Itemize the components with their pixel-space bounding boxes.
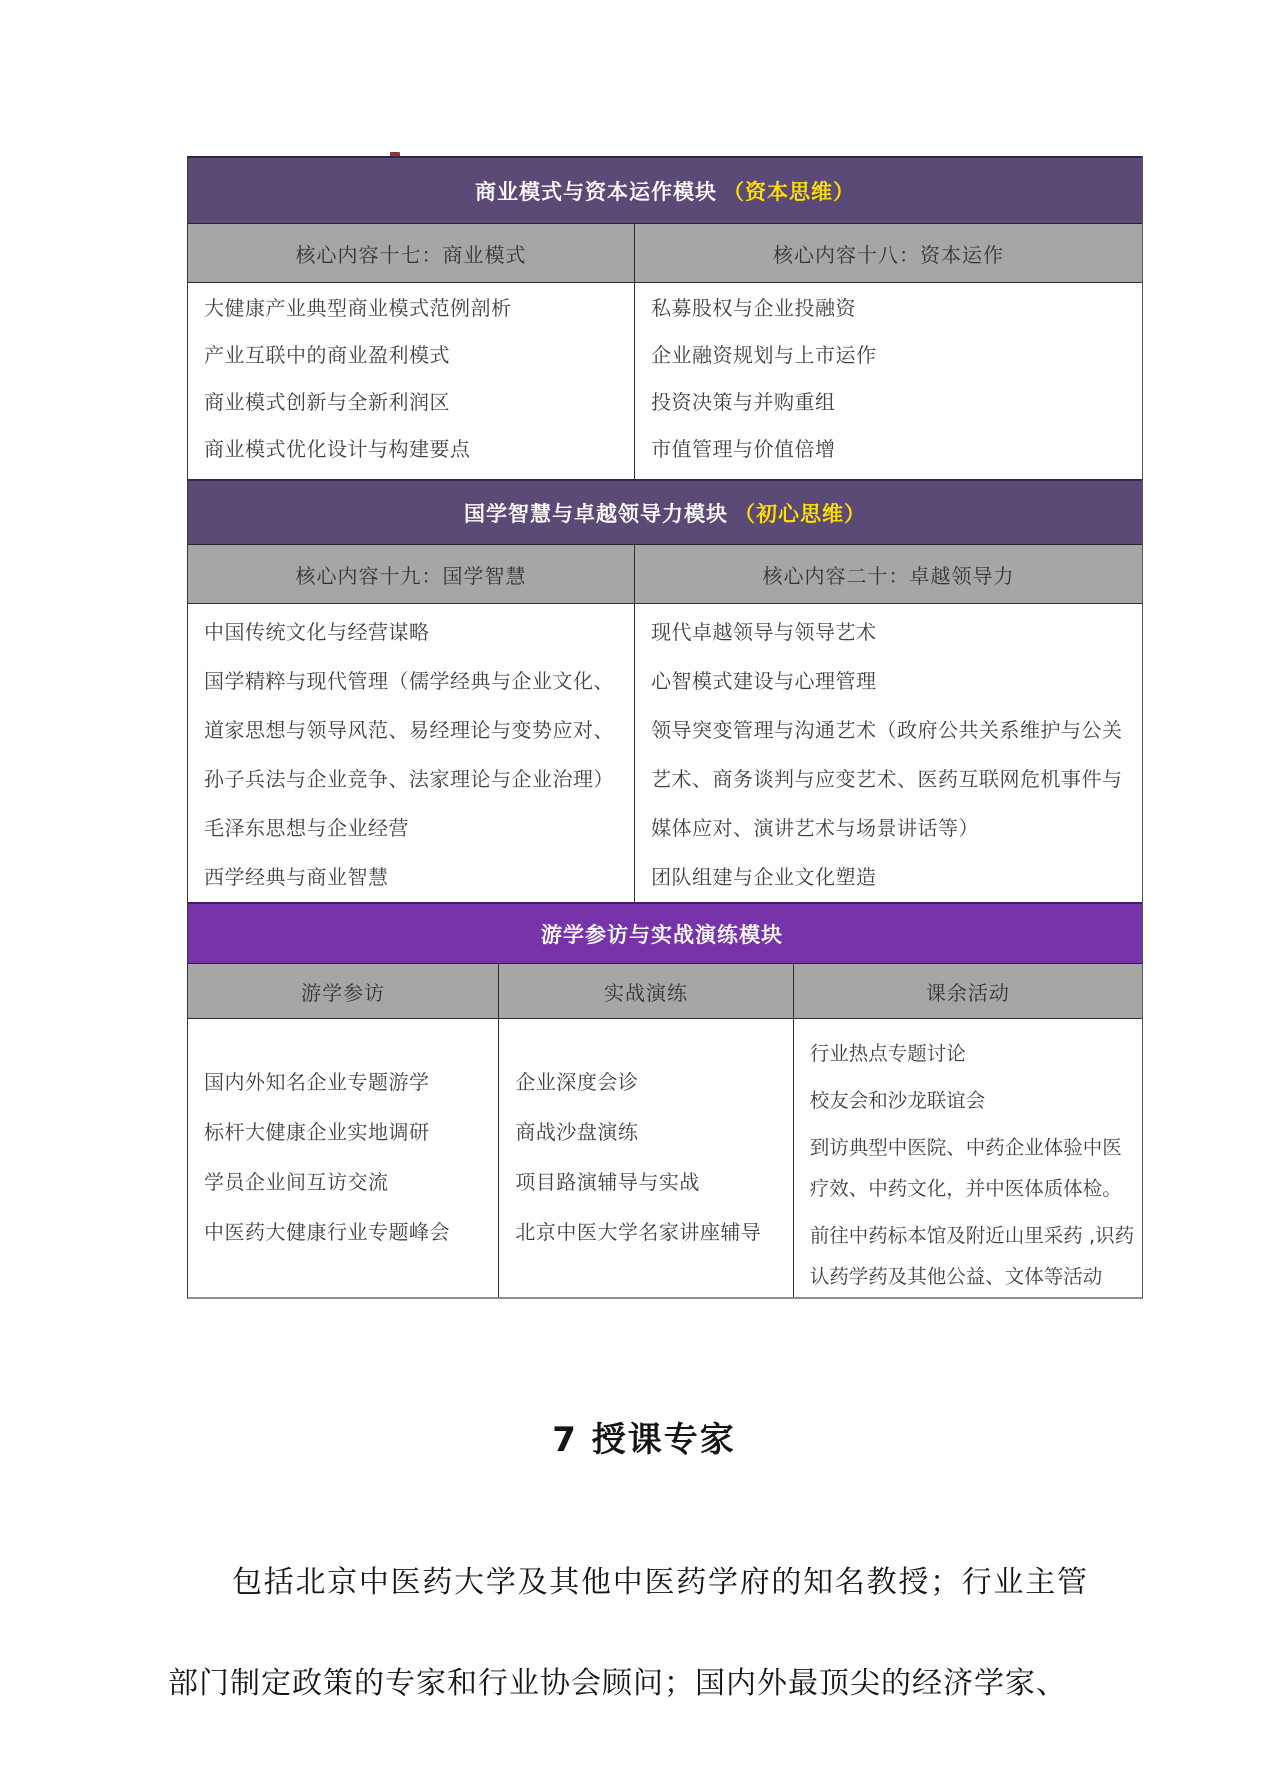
course-item: 商业模式优化设计与构建要点 xyxy=(204,437,471,461)
course-item: 项目路演辅导与实战 xyxy=(515,1170,700,1194)
column-header: 实战演练 xyxy=(498,964,792,1018)
course-item: 标杆大健康企业实地调研 xyxy=(204,1120,430,1144)
course-item: 市值管理与价值倍增 xyxy=(651,437,836,461)
course-item: 行业热点专题讨论 xyxy=(809,1042,966,1065)
column-header: 核心内容十七：商业模式 xyxy=(295,242,527,267)
course-column xyxy=(188,604,634,902)
module-title: 国学智慧与卓越领导力模块 xyxy=(464,501,728,526)
module-title: 商业模式与资本运作模块 xyxy=(475,179,717,204)
course-item: 中国传统文化与经营谋略 xyxy=(204,620,430,644)
course-item: 商业模式创新与全新利润区 xyxy=(204,390,450,414)
course-column xyxy=(634,604,1142,902)
course-column xyxy=(793,1019,1142,1297)
course-item: 产业互联中的商业盈利模式 xyxy=(204,343,450,367)
course-column xyxy=(498,1019,792,1297)
course-item: 国学精粹与现代管理（儒学经典与企业文化、道家思想与领导风范、易经理论与变势应对、孙子兵法与企业竞争、法家理论与企业治理） xyxy=(204,669,614,791)
course-item: 前往中药标本馆及附近山里采药 ,识药认药学药及其他公益、文体等活动 xyxy=(809,1224,1135,1288)
course-column xyxy=(188,283,634,479)
module-header xyxy=(188,156,1142,224)
course-item: 中医药大健康行业专题峰会 xyxy=(204,1220,450,1244)
course-item: 毛泽东思想与企业经营 xyxy=(204,816,409,840)
course-item: 北京中医大学名家讲座辅导 xyxy=(515,1220,762,1244)
course-item: 企业融资规划与上市运作 xyxy=(651,343,877,367)
course-table xyxy=(187,156,1143,1299)
module-header xyxy=(188,902,1142,964)
experts-heading: 7 授课专家 xyxy=(552,1420,736,1460)
course-item: 企业深度会诊 xyxy=(515,1070,639,1094)
column-header: 课余活动 xyxy=(793,964,1142,1018)
course-item: 到访典型中医院、中药企业体验中医疗效、中药文化，并中医体质体检。 xyxy=(809,1136,1122,1200)
module-subheader-row xyxy=(188,964,1142,1019)
experts-paragraph: 包括北京中医药大学及其他中医药学府的知名教授；行业主管部门制定政策的专家和行业协会顾问；国内外最顶尖的经济学家、 xyxy=(168,1565,1088,1701)
course-item: 国内外知名企业专题游学 xyxy=(204,1070,430,1094)
module-title-note: （初心思维） xyxy=(734,501,866,526)
course-item: 校友会和沙龙联谊会 xyxy=(809,1089,986,1112)
module-body xyxy=(188,1019,1142,1297)
module-header xyxy=(188,479,1142,545)
course-column xyxy=(634,283,1142,479)
course-item: 团队组建与企业文化塑造 xyxy=(651,865,877,889)
course-item: 商战沙盘演练 xyxy=(515,1120,639,1144)
column-header: 核心内容二十：卓越领导力 xyxy=(634,545,1142,603)
module-body xyxy=(188,283,1142,479)
module-title-note: （资本思维） xyxy=(723,179,855,204)
module-title: 游学参访与实战演练模块 xyxy=(541,922,783,947)
module-subheader-row xyxy=(188,545,1142,604)
module-subheader-row xyxy=(188,224,1142,283)
course-item: 私募股权与企业投融资 xyxy=(651,296,857,320)
column-header: 核心内容十八：资本运作 xyxy=(634,224,1142,282)
course-item: 投资决策与并购重组 xyxy=(651,390,836,414)
column-header: 游学参访 xyxy=(301,980,386,1005)
course-item: 西学经典与商业智慧 xyxy=(204,865,389,889)
course-column xyxy=(188,1019,498,1297)
course-item: 大健康产业典型商业模式范例剖析 xyxy=(204,296,512,320)
course-item: 领导突变管理与沟通艺术（政府公共关系维护与公关艺术、商务谈判与应变艺术、医药互联网危机事件与媒体应对、演讲艺术与场景讲话等） xyxy=(651,718,1123,840)
course-item: 学员企业间互访交流 xyxy=(204,1170,389,1194)
course-item: 现代卓越领导与领导艺术 xyxy=(651,620,877,644)
course-item: 心智模式建设与心理管理 xyxy=(651,669,877,693)
column-header: 核心内容十九：国学智慧 xyxy=(295,563,527,588)
module-body xyxy=(188,604,1142,902)
